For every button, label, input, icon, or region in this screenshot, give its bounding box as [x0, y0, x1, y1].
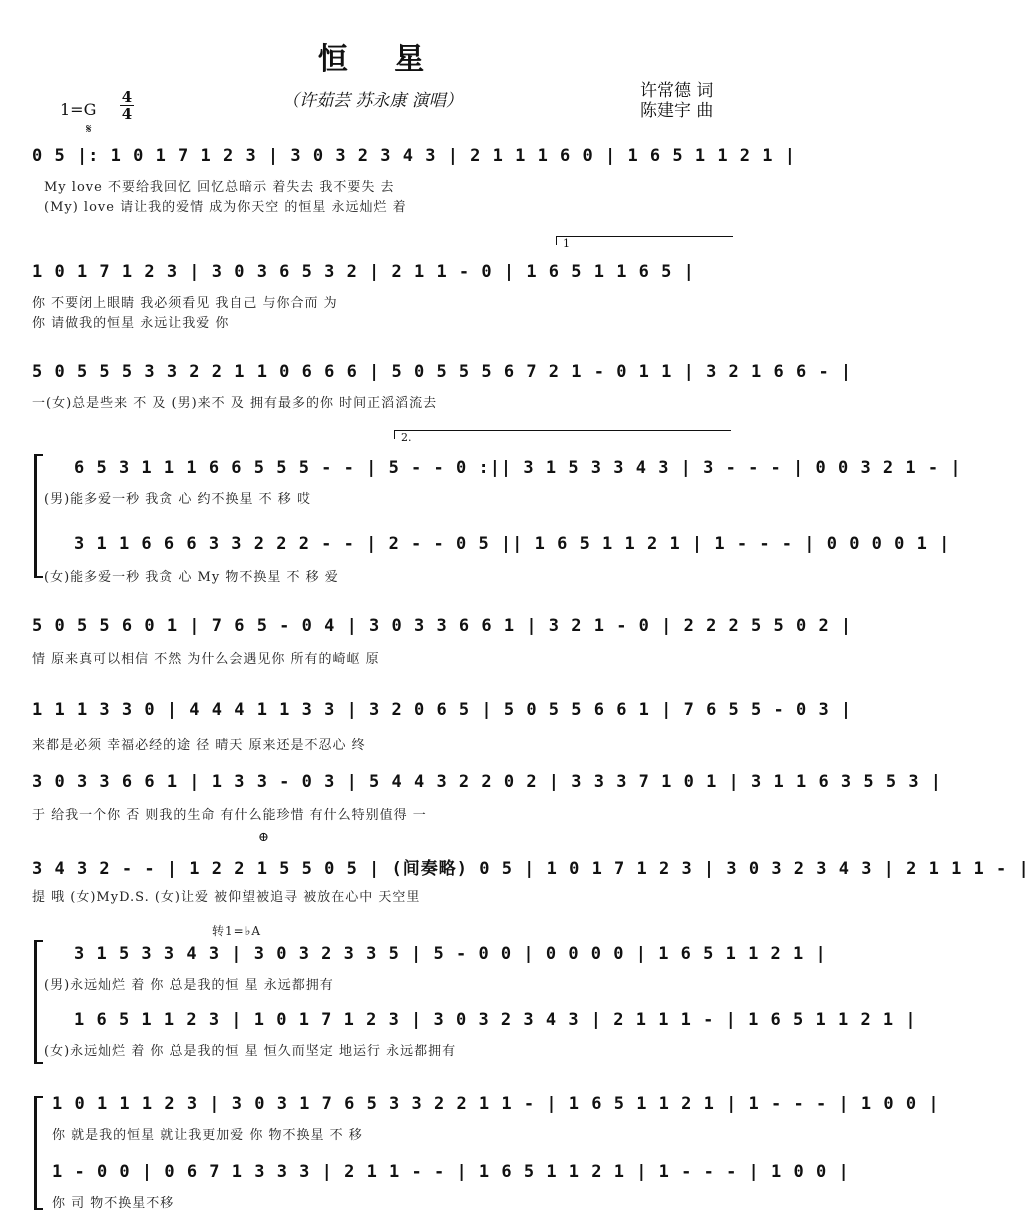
song-title: 恒 星 — [317, 42, 443, 77]
lyric-line: (女)能多爱一秒 我贪 心 My 物不换星 不 移 爱 — [44, 570, 339, 585]
volta-bracket: 2. — [394, 430, 731, 439]
lyric-line: 情 原来真可以相信 不然 为什么会遇见你 所有的崎岖 原 — [32, 652, 380, 667]
lyric-line: (女)永远灿烂 着 你 总是我的恒 星 恒久而坚定 地运行 永远都拥有 — [44, 1044, 457, 1059]
time-signature — [120, 90, 134, 121]
duet-bracket — [34, 940, 43, 1064]
singers-credit: （许茹芸 苏永康 演唱） — [282, 91, 463, 111]
notation-line: 1 6 5 1 1 2 3 | 1 0 1 7 1 2 3 | 3 0 3 2 3 4 3 | 2 1 1 1 - | 1 6 5 1 1 2 1 | — [74, 1010, 917, 1030]
notation-line: 3 4 3 2 - - | 1 2 2 1 5 5 0 5 | (间奏略) 0 5 | 1 0 1 7 1 2 3 | 3 0 3 2 3 4 3 | 2 1 1 1 - | — [32, 859, 1030, 879]
notation-line: 5 0 5 5 5 3 3 2 2 1 1 0 6 6 6 | 5 0 5 5 5 6 7 2 1 - 0 1 1 | 3 2 1 6 6 - | — [32, 362, 853, 382]
lyric-line: 你 司 物不换星不移 — [52, 1196, 175, 1211]
lyric-line: My love 不要给我回忆 回忆总暗示 着失去 我不要失 去 — [44, 180, 395, 195]
lyric-line: 你 不要闭上眼睛 我必须看见 我自己 与你合而 为 — [32, 296, 338, 311]
lyric-line: 提 哦 (女)MyD.S. (女)让爱 被仰望被追寻 被放在心中 天空里 — [32, 890, 421, 905]
composer-credit: 陈建宇 曲 — [640, 101, 714, 121]
notation-line: 1 0 1 1 1 2 3 | 3 0 3 1 7 6 5 3 3 2 2 1 1 - | 1 6 5 1 1 2 1 | 1 - - - | 1 0 0 | — [52, 1094, 940, 1114]
lyricist-credit: 许常德 词 — [640, 81, 714, 101]
notation-line: 3 1 1 6 6 6 3 3 2 2 2 - - | 2 - - 0 5 || 1 6 5 1 1 2 1 | 1 - - - | 0 0 0 0 1 | — [74, 534, 951, 554]
notation-line: 1 - 0 0 | 0 6 7 1 3 3 3 | 2 1 1 - - | 1 6 5 1 1 2 1 | 1 - - - | 1 0 0 | — [52, 1162, 850, 1182]
duet-bracket — [34, 454, 43, 578]
lyric-line: 于 给我一个你 否 则我的生命 有什么能珍惜 有什么特别值得 一 — [32, 808, 427, 823]
meter-bottom: 4 — [121, 105, 133, 123]
lyric-line: 来都是必须 幸福必经的途 径 晴天 原来还是不忍心 终 — [32, 738, 366, 753]
key-signature: 1=G — [60, 100, 97, 119]
segno-icon: 𝄋 — [86, 122, 92, 137]
lyric-line: 一(女)总是些来 不 及 (男)来不 及 拥有最多的你 时间正滔滔流去 — [32, 396, 438, 411]
notation-line: 6 5 3 1 1 1 6 6 5 5 5 - - | 5 - - 0 :|| 3 1 5 3 3 4 3 | 3 - - - | 0 0 3 2 1 - | — [74, 458, 962, 478]
lyric-line: 你 请做我的恒星 永远让我爱 你 — [32, 316, 230, 331]
notation-line: 3 0 3 3 6 6 1 | 1 3 3 - 0 3 | 5 4 4 3 2 2 0 2 | 3 3 3 7 1 0 1 | 3 1 1 6 3 5 5 3 | — [32, 772, 943, 792]
lyric-line: (男)永远灿烂 着 你 总是我的恒 星 永远都拥有 — [44, 978, 334, 993]
key-change-mark: 转1=♭A — [212, 924, 262, 938]
notation-line: 5 0 5 5 6 0 1 | 7 6 5 - 0 4 | 3 0 3 3 6 6 1 | 3 2 1 - 0 | 2 2 2 5 5 0 2 | — [32, 616, 853, 636]
lyric-line: 你 就是我的恒星 就让我更加爱 你 物不换星 不 移 — [52, 1128, 363, 1143]
coda-icon: ⊕ — [258, 830, 269, 845]
lyric-line: (男)能多爱一秒 我贪 心 约不换星 不 移 哎 — [44, 492, 311, 507]
lyric-line: (My) love 请让我的爱情 成为你天空 的恒星 永远灿烂 着 — [44, 200, 407, 215]
volta-bracket: 1 — [556, 236, 733, 245]
notation-line: 3 1 5 3 3 4 3 | 3 0 3 2 3 3 5 | 5 - 0 0 | 0 0 0 0 | 1 6 5 1 1 2 1 | — [74, 944, 827, 964]
meter-top: 4 — [121, 88, 133, 106]
notation-line: 0 5 |: 1 0 1 7 1 2 3 | 3 0 3 2 3 4 3 | 2 1 1 1 6 0 | 1 6 5 1 1 2 1 | — [32, 146, 796, 166]
notation-line: 1 0 1 7 1 2 3 | 3 0 3 6 5 3 2 | 2 1 1 - 0 | 1 6 5 1 1 6 5 | — [32, 262, 695, 282]
notation-line: 1 1 1 3 3 0 | 4 4 4 1 1 3 3 | 3 2 0 6 5 | 5 0 5 5 6 6 1 | 7 6 5 5 - 0 3 | — [32, 700, 853, 720]
duet-bracket — [34, 1096, 43, 1210]
